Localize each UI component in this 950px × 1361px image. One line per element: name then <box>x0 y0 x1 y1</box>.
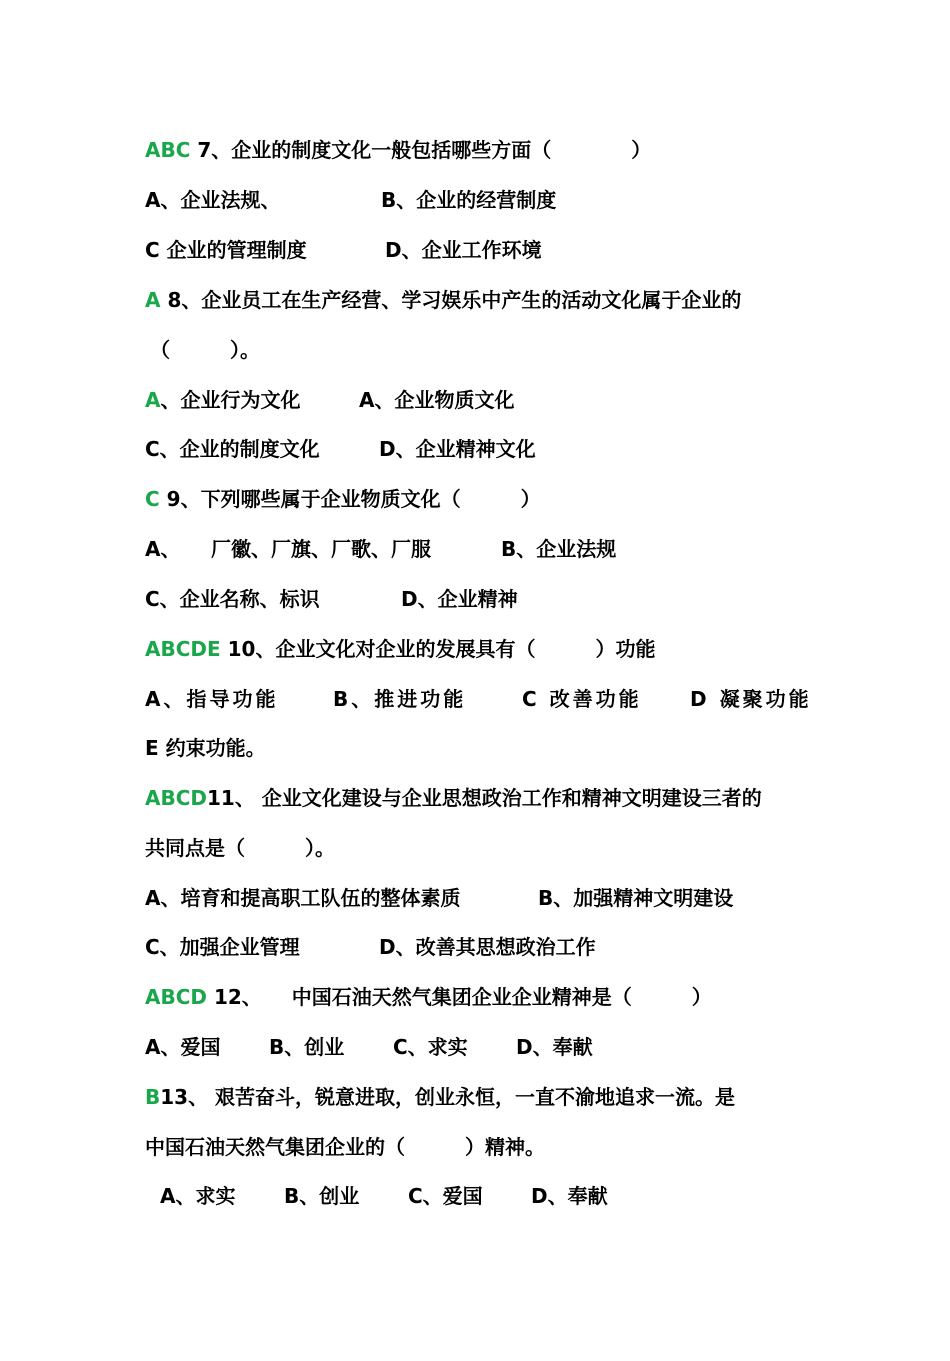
option-a-letter: A <box>145 388 161 412</box>
option-a: A、培育和提高职工队伍的整体素质 <box>145 886 461 910</box>
option-c: C、爱国 <box>408 1184 483 1208</box>
question-12 <box>145 982 712 1012</box>
options-row <box>145 684 812 714</box>
options-row <box>145 385 515 415</box>
option-a <box>145 385 300 415</box>
option-c: C、加强企业管理 <box>145 935 300 959</box>
question-stem: 10、企业文化对企业的发展具有（ ）功能 <box>220 637 656 661</box>
question-stem: 8、企业员工在生产经营、学习娱乐中产生的活动文化属于企业的 <box>160 288 742 312</box>
options-row <box>160 1181 608 1211</box>
option-a: A、求实 <box>160 1184 236 1208</box>
answer-key: A <box>145 288 161 312</box>
options-row <box>145 534 617 564</box>
option-d: D、企业精神文化 <box>379 437 536 461</box>
option-a-text: 、企业行为文化 <box>160 388 301 412</box>
options-row <box>145 883 734 913</box>
question-7 <box>145 135 651 165</box>
option-b: B、创业 <box>284 1184 360 1208</box>
option-d: D、企业精神 <box>401 587 518 611</box>
answer-key: B <box>145 1085 161 1109</box>
question-stem: 13、 艰苦奋斗，锐意进取，创业永恒，一直不渝地追求一流。是 <box>160 1085 736 1109</box>
option-d: D、奉献 <box>531 1184 608 1208</box>
option-d: D 凝聚功能 <box>690 687 812 711</box>
option-d: D、企业工作环境 <box>385 238 542 262</box>
option-c: C、求实 <box>393 1035 468 1059</box>
option-d: D、奉献 <box>516 1035 593 1059</box>
options-row <box>145 235 542 265</box>
question-10 <box>145 634 655 664</box>
options-row <box>145 185 557 215</box>
option-b: B、企业法规 <box>501 537 617 561</box>
options-row <box>145 584 518 614</box>
question-stem-cont: 中国石油天然气集团企业的（ ）精神。 <box>145 1135 545 1159</box>
option-c: C 改善功能 <box>522 687 642 711</box>
question-stem: 9、下列哪些属于企业物质文化（ ） <box>159 487 541 511</box>
option-d: D、改善其思想政治工作 <box>379 935 596 959</box>
question-stem: 12、 中国石油天然气集团企业企业精神是（ ） <box>207 985 712 1009</box>
options-row <box>145 932 596 962</box>
question-13 <box>145 1082 735 1112</box>
option-b: B、企业的经营制度 <box>381 188 557 212</box>
question-stem-cont: （ ）。 <box>150 338 260 362</box>
option-e: E 约束功能。 <box>145 736 266 760</box>
answer-key: C <box>145 487 160 511</box>
option-a: A、 <box>145 537 181 561</box>
option-a-text: 厂徽、厂旗、厂歌、厂服 <box>211 537 431 561</box>
option-b: B、加强精神文明建设 <box>538 886 734 910</box>
option-a-dup: A、企业物质文化 <box>359 388 515 412</box>
answer-key: ABC <box>145 138 191 162</box>
question-stem: 11、 企业文化建设与企业思想政治工作和精神文明建设三者的 <box>207 786 762 810</box>
answer-key: ABCD <box>145 985 208 1009</box>
question-9 <box>145 484 541 514</box>
options-row <box>145 1032 593 1062</box>
option-b: B、创业 <box>269 1035 345 1059</box>
option-a: A、企业法规、 <box>145 188 281 212</box>
question-8 <box>145 285 741 315</box>
options-row <box>145 434 536 464</box>
answer-key: ABCDE <box>145 637 221 661</box>
question-stem-cont: 共同点是（ ）。 <box>145 836 335 860</box>
question-11 <box>145 783 762 813</box>
question-stem: 7、企业的制度文化一般包括哪些方面（ ） <box>190 138 652 162</box>
option-b: B、推进功能 <box>333 687 467 711</box>
option-c: C、企业名称、标识 <box>145 587 320 611</box>
option-a: A、指导功能 <box>145 687 279 711</box>
option-c: C 企业的管理制度 <box>145 238 307 262</box>
answer-key: ABCD <box>145 786 208 810</box>
option-c: C、企业的制度文化 <box>145 437 320 461</box>
option-a: A、爱国 <box>145 1035 221 1059</box>
